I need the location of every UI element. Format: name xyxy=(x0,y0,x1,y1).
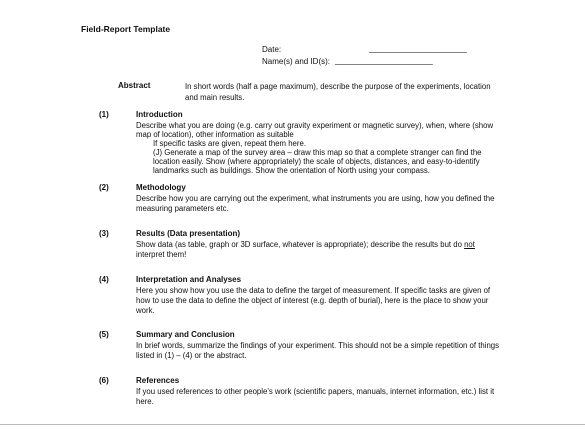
section-heading: References xyxy=(136,376,180,385)
section-line: Describe how you are carrying out the experiment, what instruments you are using, how you defined the xyxy=(136,194,495,203)
section-line: landmarks such as buildings. Show the orientation of North using your compass. xyxy=(153,166,430,175)
section-line: how to use the data to define the object of interest (e.g. depth of burial), here is the place to show your xyxy=(136,296,489,305)
section-line-with-emphasis xyxy=(136,239,475,250)
abstract-label: Abstract xyxy=(118,81,151,90)
section-heading: Results (Data presentation) xyxy=(136,229,241,238)
section-number: (1) xyxy=(99,110,109,119)
names-line: ______________________ xyxy=(335,56,433,65)
date-line: ______________________ xyxy=(369,44,467,53)
page-edge-divider xyxy=(0,424,585,425)
section-number: (4) xyxy=(99,275,109,284)
abstract-line: In short words (half a page maximum), describe the purpose of the experiments, location xyxy=(185,82,491,91)
section-line: measuring parameters etc. xyxy=(136,204,229,213)
section-number: (6) xyxy=(99,376,109,385)
section-line: If you used references to other people's work (scientific papers, manuals, internet information, etc.) list it xyxy=(136,387,495,396)
section-number: (3) xyxy=(99,229,109,238)
section-line: location easily. Show (where appropriately) the scale of objects, distances, and easy-to-identify xyxy=(153,157,480,166)
emphasis-word: not xyxy=(464,240,475,249)
section-heading: Summary and Conclusion xyxy=(136,330,235,339)
section-line: map of location), other information as suitable xyxy=(136,130,294,139)
section-number: (2) xyxy=(99,183,109,192)
date-label: Date: xyxy=(262,45,282,54)
section-heading: Interpretation and Analyses xyxy=(136,275,242,284)
section-line: Describe what you are doing (e.g. carry out gravity experiment or magnetic survey), when, where (show xyxy=(136,121,494,130)
section-number: (5) xyxy=(99,330,109,339)
names-label: Name(s) and ID(s): xyxy=(262,57,331,66)
section-line: In brief words, summarize the findings of your experiment. This should not be a simple repetition of things xyxy=(136,341,500,350)
section-line: Show data (as table, graph or 3D surface, whatever is appropriate); describe the results but do xyxy=(136,240,462,249)
abstract-line: and main results. xyxy=(185,93,245,102)
section-line: interpret them! xyxy=(136,250,187,259)
section-heading: Methodology xyxy=(136,183,186,192)
document-title: Field-Report Template xyxy=(81,24,171,34)
section-heading: Introduction xyxy=(136,110,183,119)
section-line: (J) Generate a map of the survey area – draw this map so that a complete stranger can find the xyxy=(153,148,482,157)
section-line: Here you show how you use the data to define the target of measurement. If specific tasks are given of xyxy=(136,286,491,295)
section-line: work. xyxy=(136,306,155,315)
section-line: here. xyxy=(136,397,154,406)
section-line: listed in (1) – (4) or the abstract. xyxy=(136,351,247,360)
section-line: If specific tasks are given, repeat them here. xyxy=(153,139,306,148)
